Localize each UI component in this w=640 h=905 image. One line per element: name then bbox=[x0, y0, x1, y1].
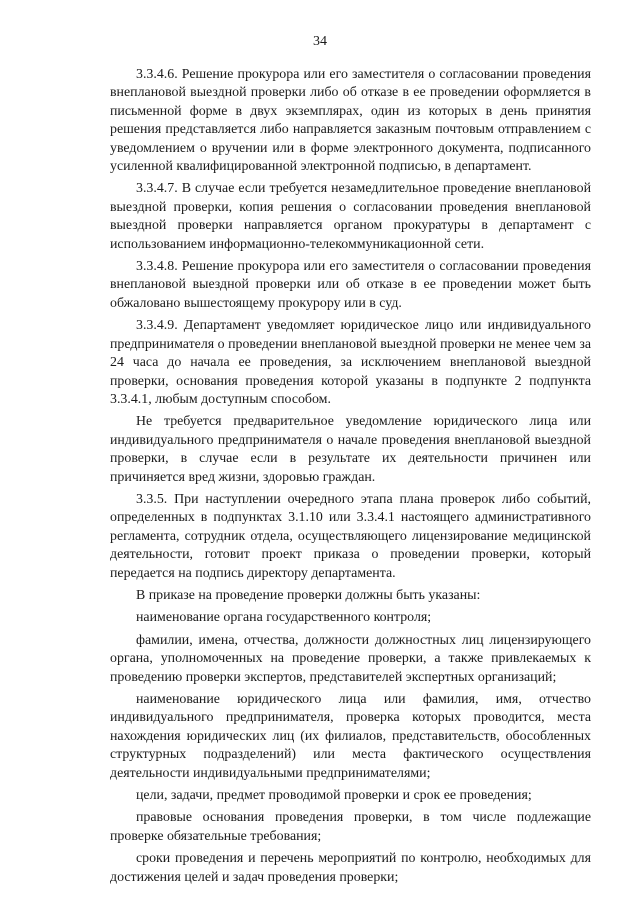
page-number: 34 bbox=[313, 34, 327, 49]
order-item-officials: фамилии, имена, отчества, должности должностных лиц лицензирующего органа, уполномоченных на проведение проверки, а также привлекаемых к проведению проверки экспертов, представителей экспертных организаций; bbox=[110, 632, 591, 685]
paragraph-3-3-5: 3.3.5. При наступлении очередного этапа плана проверок либо событий, определенных в подпунктах 3.1.10 или 3.3.4.1 настоящего административного регламента, сотрудник отдела, осуществляющего лицензирование медицинской деятельности, готовит проект приказа о проведении проверки, который передается на подпись директору департамента. bbox=[110, 491, 591, 581]
document-body bbox=[110, 66, 591, 891]
order-item-inspected-entity: наименование юридического лица или фамилия, имя, отчество индивидуального предпринимателя, проверка которых проводится, места нахождения юридических лиц (их филиалов, представительств, обособленных структурных подразделений) или места фактического осуществления деятельности индивидуальными предпринимателями; bbox=[110, 692, 591, 781]
paragraph-3-3-4-7: 3.3.4.7. В случае если требуется незамедлительное проведение внеплановой выездной проверки, копия решения о согласовании проведения внеплановой выездной проверки направляется органом прокуратуры в департамент с использованием информационно-телекоммуникационной сети. bbox=[110, 181, 591, 252]
paragraph-3-3-4-6: 3.3.4.6. Решение прокурора или его заместителя о согласовании проведения внеплановой выездной проверки либо об отказе в ее проведении оформляется в письменной форме в двух экземплярах, один из которых в день принятия решения представляется либо направляется заказным почтовым отправлением с уведомлением о вручении или в форме электронного документа, подписанного усиленной квалифицированной электронной подписью, в департамент. bbox=[110, 67, 591, 175]
paragraph-3-3-4-8: 3.3.4.8. Решение прокурора или его заместителя о согласовании проведения внеплановой выездной проверки или об отказе в ее проведении может быть обжаловано вышестоящему прокурору или в суд. bbox=[110, 259, 591, 311]
paragraph-3-3-4-9: 3.3.4.9. Департамент уведомляет юридическое лицо или индивидуального предпринимателя о проведении внеплановой выездной проверки не менее чем за 24 часа до начала ее проведения, за исключением внеплановой выездной проверки, основания проведения которой указаны в подпункте 2 подпункта 3.3.4.1, любым доступным способом. bbox=[110, 318, 591, 407]
paragraph-no-notice: Не требуется предварительное уведомление юридического лица или индивидуального предпринимателя о начале проведения внеплановой выездной проверки, в случае если в результате их деятельности причинен или причиняется вред жизни, здоровью граждан. bbox=[110, 414, 591, 485]
paragraph-order-contents-intro: В приказе на проведение проверки должны быть указаны: bbox=[136, 587, 481, 603]
order-item-timing-measures: сроки проведения и перечень мероприятий по контролю, необходимых для достижения целей и задач проведения проверки; bbox=[110, 851, 591, 885]
order-item-control-body: наименование органа государственного контроля; bbox=[136, 610, 432, 626]
order-item-legal-basis: правовые основания проведения проверки, в том числе подлежащие проверке обязательные требования; bbox=[110, 810, 591, 844]
order-item-goals: цели, задачи, предмет проводимой проверки и срок ее проведения; bbox=[136, 788, 532, 804]
